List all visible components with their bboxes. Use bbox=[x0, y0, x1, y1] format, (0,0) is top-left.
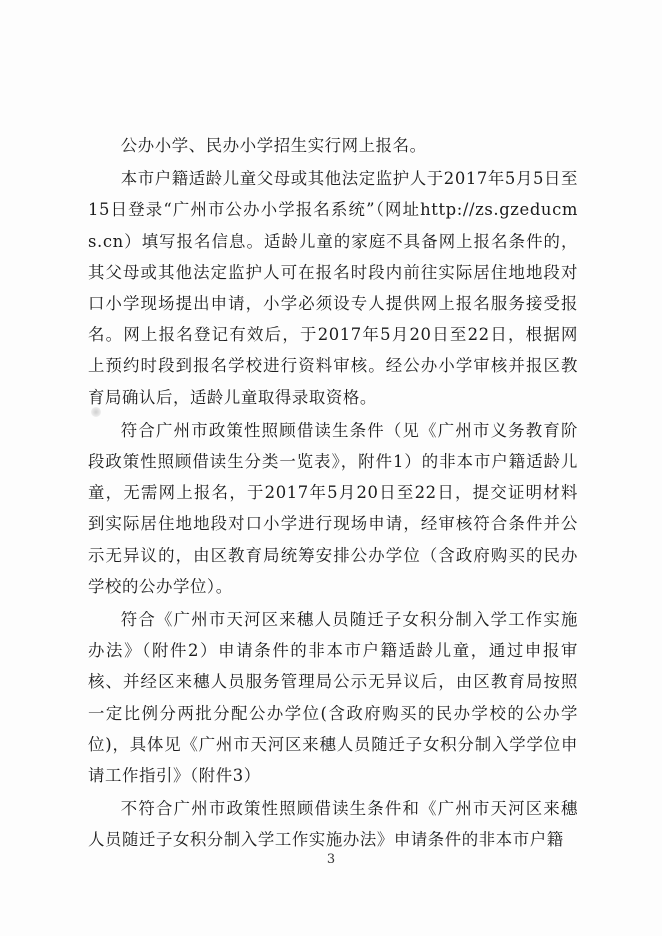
paragraph-online-registration: 公办小学、民办小学招生实行网上报名。 bbox=[120, 136, 427, 155]
paragraph-points-system: 符合《广州市天河区来穗人员随迁子女积分制入学工作实施办法》（附件2）申请条件的非本市户籍适龄儿童，通过申报审核、并经区来穗人员服务管理局公示无异议后，由区教育局按照一定比例分两批分配公办学位(含政府购买的民办学校的公办学位)，具体见《广州市天河区来穗人员随迁子女积分制入学学位申请工作指引》（附件3） bbox=[88, 610, 578, 786]
page-number: 3 bbox=[326, 852, 336, 867]
paragraph-local-household: 本市户籍适龄儿童父母或其他法定监护人于2017年5月5日至15日登录“广州市公办小学报名系统”（网址http://zs.gzeducms.cn）填写报名信息。适龄儿童的家庭不具备网上报名条件的，其父母或其他法定监护人可在报名时段内前往实际居住地地段对口小学现场提出申请，小学必须设专人提供网上报名服务接受报名。网上报名登记有效后，于2017年5月20日至22日，根据网上预约时段到报名学校进行资料审核。经公办小学审核并报区教育局确认后，适龄儿童取得录取资格。 bbox=[88, 169, 578, 407]
paragraph-policy-care: 符合广州市政策性照顾借读生条件（见《广州市义务教育阶段政策性照顾借读生分类一览表》，附件1）的非本市户籍适龄儿童，无需网上报名，于2017年5月20日至22日，提交证明材料到实际居住地地段对口小学进行现场申请，经审核符合条件并公示无异议的，由区教育局统筹安排公办学位（含政府购买的民办学校的公办学位）。 bbox=[88, 420, 578, 596]
document-body bbox=[88, 130, 578, 856]
paragraph-non-qualifying: 不符合广州市政策性照顾借读生条件和《广州市天河区来穗人员随迁子女积分制入学工作实施办法》申请条件的非本市户籍 bbox=[88, 799, 578, 850]
